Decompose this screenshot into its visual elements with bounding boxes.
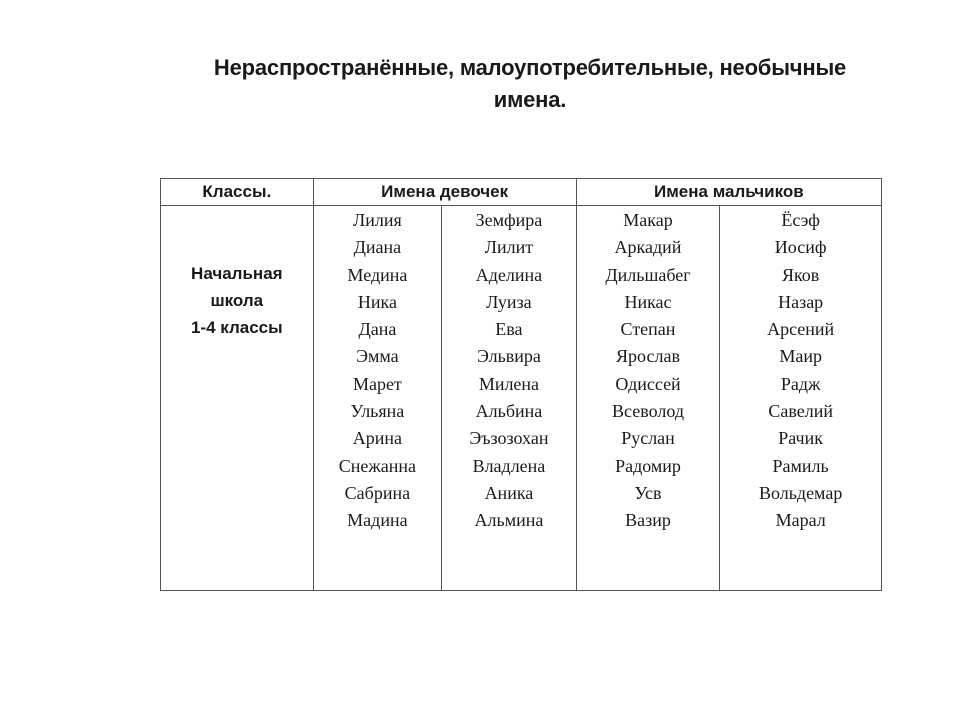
girl-name: Мадина [347, 510, 408, 531]
boy-name: Савелий [768, 401, 833, 422]
boys-names-column-1 [576, 206, 720, 591]
boy-name: Ёсэф [781, 210, 820, 230]
boy-name: Макар [623, 210, 673, 230]
class-label [161, 206, 313, 341]
title-line-1: Нераспространённые, малоупотребительные, необычные [213, 55, 847, 80]
girls-names-list-2 [442, 206, 576, 535]
class-label-line-1: Начальная [191, 264, 283, 283]
girl-name: Луиза [486, 291, 532, 312]
boy-name: Аркадий [614, 237, 682, 258]
header-boys-names: Имена мальчиков [576, 179, 881, 206]
boy-name: Маир [779, 346, 822, 367]
names-table [160, 178, 882, 591]
girl-name: Снежанна [338, 455, 417, 476]
girl-name: Земфира [475, 210, 543, 230]
girl-name: Арина [352, 428, 403, 449]
title-line-2: имена. [493, 87, 567, 112]
girl-name: Сабрина [344, 482, 411, 503]
boy-name: Рамиль [772, 455, 829, 476]
girl-name: Лилия [353, 210, 402, 230]
girl-name: Эъзозохан [469, 428, 549, 449]
boy-name: Степан [620, 319, 676, 340]
page-title [180, 52, 880, 116]
girl-name: Ульяна [350, 401, 405, 422]
boy-name: Всеволод [612, 401, 684, 422]
boy-name: Рачик [778, 428, 823, 449]
boy-name: Радомир [615, 455, 681, 476]
boy-name: Иосиф [774, 237, 827, 258]
boy-name: Арсений [767, 319, 835, 340]
boy-name: Назар [778, 291, 824, 312]
boys-names-column-2 [720, 206, 882, 591]
girl-name: Лилит [484, 237, 534, 258]
boy-name: Вазир [625, 510, 671, 531]
girl-name: Милена [478, 373, 540, 394]
boys-names-list-1 [577, 206, 720, 535]
table-header-row [161, 179, 882, 206]
girl-name: Эмма [356, 346, 399, 367]
girl-name: Альбина [475, 401, 543, 422]
class-label-line-2: школа [210, 291, 264, 310]
girl-name: Марет [352, 373, 402, 394]
girl-name: Диана [353, 237, 402, 258]
girl-name: Альмина [474, 510, 544, 531]
boy-name: Никас [624, 291, 672, 312]
boy-name: Дильшабег [605, 264, 691, 285]
boys-names-list-2 [720, 206, 881, 535]
girl-name: Аделина [475, 264, 543, 285]
boy-name: Яков [781, 264, 820, 285]
girl-name: Дана [358, 319, 397, 340]
boy-name: Руслан [621, 428, 675, 449]
header-girls-names: Имена девочек [313, 179, 576, 206]
boy-name: Усв [634, 482, 662, 503]
table-row [161, 206, 882, 591]
girl-name: Эльвира [476, 346, 541, 367]
boy-name: Вольдемар [758, 482, 843, 503]
girls-names-column-1 [313, 206, 442, 591]
girls-names-column-2 [442, 206, 577, 591]
boy-name: Марал [775, 510, 826, 531]
boy-name: Одиссей [615, 373, 681, 394]
girl-name: Аника [484, 482, 534, 503]
girl-name: Владлена [472, 455, 546, 476]
girl-name: Ника [357, 291, 397, 312]
girls-names-list-1 [314, 206, 442, 535]
girl-name: Медина [347, 264, 408, 285]
girl-name: Ева [495, 319, 523, 340]
class-label-line-3: 1-4 классы [190, 318, 283, 337]
boy-name: Радж [780, 373, 821, 394]
class-cell [161, 206, 314, 591]
boy-name: Ярослав [616, 346, 680, 367]
header-classes: Классы. [161, 179, 314, 206]
